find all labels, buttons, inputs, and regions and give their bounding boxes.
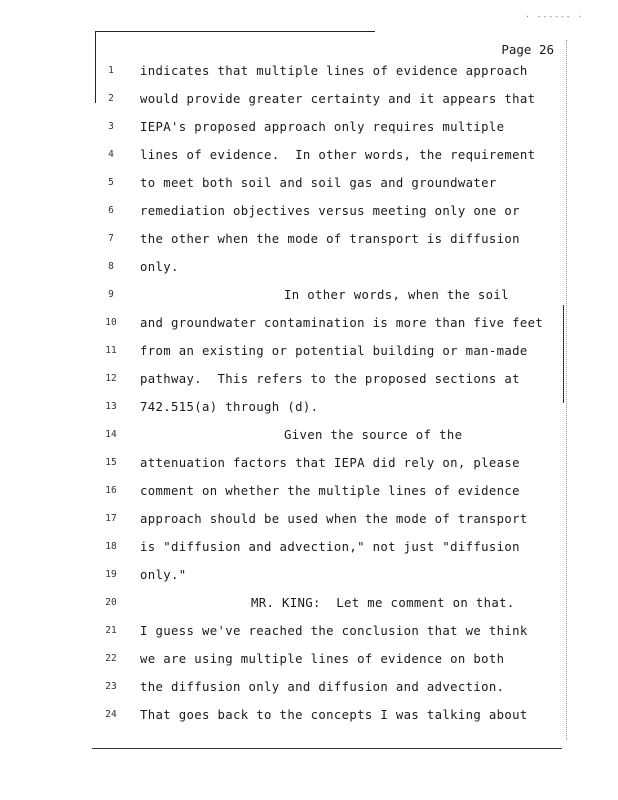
line-number: 14 [105,429,117,440]
page-number-label: Page 26 [501,42,554,57]
line-text: MR. KING: Let me comment on that. [251,596,515,610]
transcript-line [100,288,570,308]
transcript-line [100,260,570,280]
transcript-line [100,596,570,616]
page-frame-left-rule [95,31,96,103]
line-text: In other words, when the soil [284,288,509,302]
line-text: and groundwater contamination is more than five feet [140,316,544,330]
transcript-line [100,316,570,336]
transcript-line [100,204,570,224]
line-number: 1 [108,65,114,76]
line-text: IEPA's proposed approach only requires multiple [140,120,505,134]
line-number: 5 [108,177,114,188]
line-number: 13 [105,401,117,412]
page-frame-top-rule [95,31,375,32]
line-text: we are using multiple lines of evidence on both [140,652,505,666]
line-number: 15 [105,457,117,468]
line-number: 6 [108,205,114,216]
line-number: 20 [105,597,117,608]
line-text: is "diffusion and advection," not just "diffusion [140,540,520,554]
line-number: 10 [105,317,117,328]
line-text: approach should be used when the mode of transport [140,512,528,526]
line-text: That goes back to the concepts I was talking about [140,708,528,722]
line-number: 18 [105,541,117,552]
line-text: the diffusion only and diffusion and advection. [140,680,505,694]
line-text: comment on whether the multiple lines of evidence [140,484,520,498]
transcript-line [100,568,570,588]
line-text: remediation objectives versus meeting only one or [140,204,520,218]
line-text: to meet both soil and soil gas and groundwater [140,176,497,190]
transcript-line [100,400,570,420]
transcript-line [100,708,570,728]
line-number: 17 [105,513,117,524]
transcript-line [100,232,570,252]
transcript-line [100,652,570,672]
transcript-line [100,148,570,168]
line-number: 4 [108,149,114,160]
line-number: 2 [108,93,114,104]
line-text: pathway. This refers to the proposed sections at [140,372,520,386]
line-number: 3 [108,121,114,132]
line-number: 23 [105,681,117,692]
line-text: only." [140,568,187,582]
line-text: lines of evidence. In other words, the requirement [140,148,536,162]
line-number: 9 [108,289,114,300]
line-number: 24 [105,709,117,720]
transcript-line [100,428,570,448]
line-text: attenuation factors that IEPA did rely on, please [140,456,520,470]
line-text: Given the source of the [284,428,463,442]
page-frame-bottom-rule [92,748,562,749]
transcript-line [100,484,570,504]
line-number: 16 [105,485,117,496]
transcript-line [100,624,570,644]
transcript-line [100,344,570,364]
line-number: 11 [105,345,117,356]
line-number: 7 [108,233,114,244]
transcript-line [100,540,570,560]
line-text: from an existing or potential building or man-made [140,344,528,358]
line-text: would provide greater certainty and it appears that [140,92,536,106]
line-text: the other when the mode of transport is diffusion [140,232,520,246]
transcript-line [100,372,570,392]
transcript-line [100,456,570,476]
transcript-line [100,64,570,84]
line-text: only. [140,260,179,274]
corner-mark: · ------ · [525,12,584,21]
line-number: 21 [105,625,117,636]
line-number: 8 [108,261,114,272]
line-number: 19 [105,569,117,580]
transcript-line [100,176,570,196]
line-text: 742.515(a) through (d). [140,400,319,414]
transcript-line [100,512,570,532]
line-text: indicates that multiple lines of evidence approach [140,64,528,78]
transcript-line [100,680,570,700]
line-text: I guess we've reached the conclusion that we think [140,624,528,638]
line-number: 12 [105,373,117,384]
line-number: 22 [105,653,117,664]
transcript-line [100,120,570,140]
transcript-line [100,92,570,112]
